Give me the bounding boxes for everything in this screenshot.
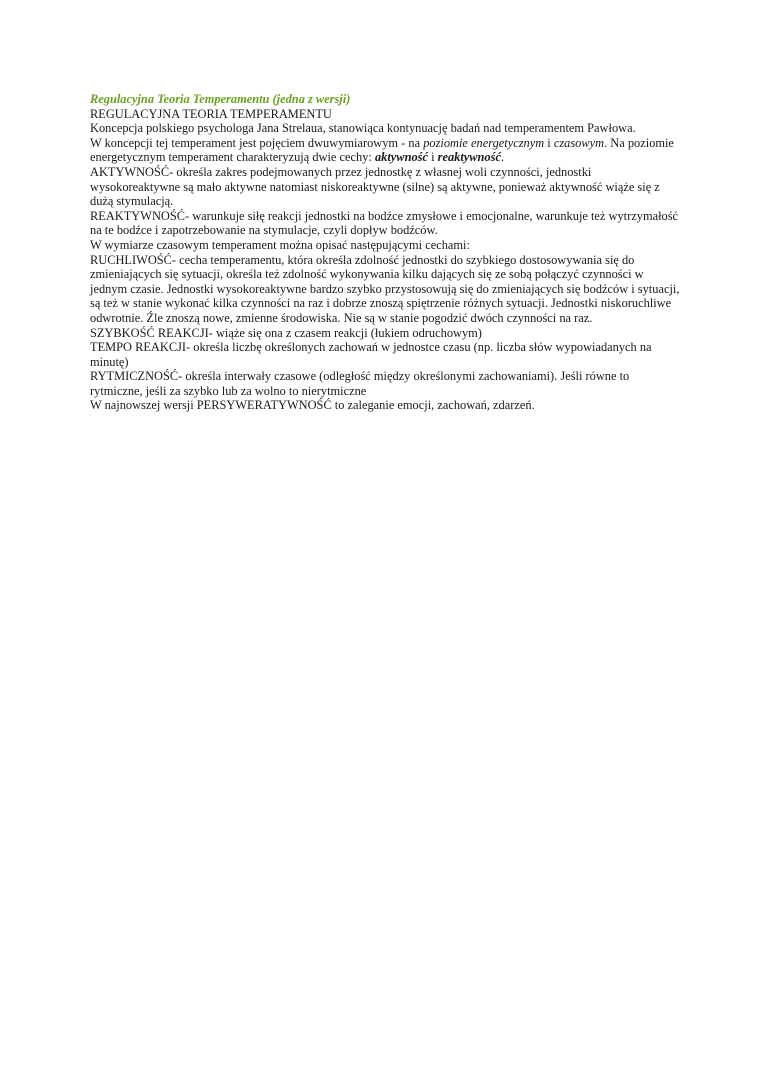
concept-paragraph	[90, 136, 680, 165]
paragraph-activity: AKTYWNOŚĆ- określa zakres podejmowanych przez jednostkę z własnej woli czynności, jednostki wysokoreaktywne są mało aktywne natomiast niskoreaktywne (silne) są aktywne, ponieważ aktywność wiąże się z dużą stymulacją.	[90, 164, 660, 209]
document-subheading: REGULACYJNA TEORIA TEMPERAMENTU	[90, 106, 332, 121]
concept-text-part1: W koncepcji tej temperament jest pojęciem dwuwymiarowym - na	[90, 135, 424, 150]
trait-reactivity: reaktywność	[437, 150, 501, 165]
concept-text-part2: . Na poziomie energetycznym temperament charakteryzują dwie cechy:	[90, 135, 674, 165]
paragraph-mobility: RUCHLIWOŚĆ- cecha temperamentu, która określa zdolność jednostki do szybkiego dostosowywania się do zmieniających się sytuacji, określa też zdolność wykonywania kilku dających się ze sobą połączyć czynności w jednym czasie. Jednostki wysokoreaktywne bardzo szybko przystosowują się do zmieniających się bodźców i sytuacji, są też w stanie wykonać kilka czynności na raz i dobrze znoszą spiętrzenie różnych sytuacji. Jednostki niskoruchliwe odwrotnie. Źle znoszą nowe, zmienne środowiska. Nie są w stanie pogodzić dwóch czynności na raz.	[90, 252, 680, 325]
paragraph-temporal-intro: W wymiarze czasowym temperament można opisać następującymi cechami:	[90, 237, 470, 252]
paragraph-reaction-tempo: TEMPO REAKCJI- określa liczbę określonych zachowań w jednostce czasu (np. liczba słów wypowiadanych na minutę)	[90, 340, 652, 369]
energetic-phrase: poziomie energetycznym	[423, 135, 545, 150]
paragraph-rhythmicity: RYTMICZNOŚĆ- określa interwały czasowe (odległość między określonymi zachowaniami). Jeśli równe to rytmiczne, jeśli za szybko lub za wolno to nierytmiczne	[90, 369, 630, 398]
paragraph-perseverativeness: W najnowszej wersji PERSYWERATYWNOŚĆ to zaleganie emocji, zachowań, zdarzeń.	[90, 398, 535, 413]
document-body	[90, 92, 680, 413]
trait-activity: aktywność	[374, 150, 428, 165]
concept-and-2: i	[427, 150, 438, 165]
intro-paragraph: Koncepcja polskiego psychologa Jana Strelaua, stanowiąca kontynuację badań nad temperamentem Pawłowa.	[90, 121, 636, 136]
document-heading: Regulacyjna Teoria Temperamentu (jedna z wersji)	[90, 92, 351, 106]
paragraph-reactivity: REAKTYWNOŚĆ- warunkuje siłę reakcji jednostki na bodźce zmysłowe i emocjonalne, warunkuje też wytrzymałość na te bodźce i zapotrzebowanie na stymulacje, czyli dopływ bodźców.	[90, 208, 679, 238]
concept-and-1: i	[544, 135, 554, 150]
paragraph-reaction-speed: SZYBKOŚĆ REAKCJI- wiąże się ona z czasem reakcji (łukiem odruchowym)	[90, 325, 482, 340]
temporal-phrase: czasowym	[553, 135, 605, 150]
concept-end: .	[500, 150, 505, 165]
